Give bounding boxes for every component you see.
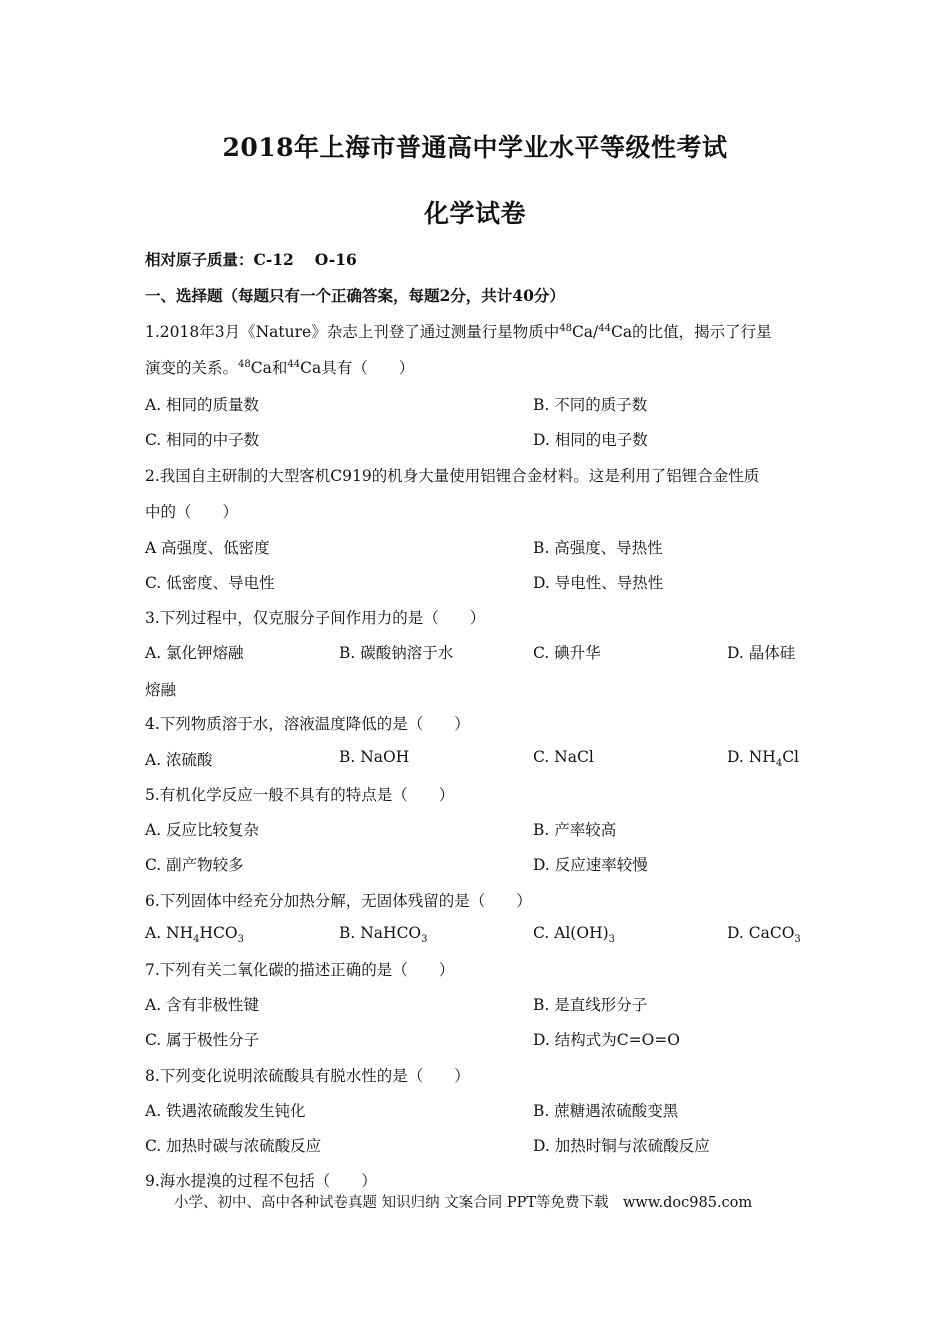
question-1-stem-line2: 演变的关系。$^{48}$Ca和$^{44}$Ca具有（ ） bbox=[145, 358, 415, 377]
question-6-stem: 6.下列固体中经充分加热分解，无固体残留的是（ ） bbox=[145, 892, 532, 910]
q5-option-d: D. 反应速率较慢 bbox=[533, 856, 648, 874]
q1-option-d: D. 相同的电子数 bbox=[533, 431, 648, 449]
section-heading: 一、选择题（每题只有一个正确答案，每题2分，共计40分） bbox=[145, 286, 565, 305]
q1-option-a: A. 相同的质量数 bbox=[145, 396, 260, 414]
question-5-stem: 5.有机化学反应一般不具有的特点是（ ） bbox=[145, 786, 455, 804]
q4-option-d: D. $NH_4Cl$ bbox=[727, 748, 800, 770]
q7-option-c: C. 属于极性分子 bbox=[145, 1031, 260, 1049]
q2-option-a: A 高强度、低密度 bbox=[145, 539, 270, 557]
q4-option-c: C. NaCl bbox=[533, 748, 594, 766]
q7-option-a: A. 含有非极性键 bbox=[145, 996, 260, 1014]
exam-subtitle: 化学试卷 bbox=[423, 199, 526, 228]
q6-option-b: B. NaHCO$_3$ bbox=[339, 924, 428, 946]
q3-option-d-wrap: 熔融 bbox=[145, 681, 177, 699]
question-4-stem: 4.下列物质溶于水，溶液温度降低的是（ ） bbox=[145, 715, 470, 733]
question-8-stem: 8.下列变化说明浓硫酸具有脱水性的是（ ） bbox=[145, 1067, 470, 1085]
q3-option-b: B. 碳酸钠溶于水 bbox=[339, 644, 454, 662]
q5-option-b: B. 产率较高 bbox=[533, 821, 617, 839]
q5-option-c: C. 副产物较多 bbox=[145, 856, 244, 874]
atomic-mass-line: 相对原子质量：C-12 O-16 bbox=[145, 250, 357, 269]
exam-title: 2018年上海市普通高中学业水平等级性考试 bbox=[222, 133, 728, 162]
q6-option-c: C. $Al(OH)_3$ bbox=[533, 924, 616, 946]
q8-option-c: C. 加热时碳与浓硫酸反应 bbox=[145, 1137, 322, 1155]
question-3-stem: 3.下列过程中，仅克服分子间作用力的是（ ） bbox=[145, 609, 486, 627]
q2-option-d: D. 导电性、导热性 bbox=[533, 574, 664, 592]
q2-option-c: C. 低密度、导电性 bbox=[145, 574, 275, 592]
q2-option-b: B. 高强度、导热性 bbox=[533, 539, 663, 557]
q7-option-b: B. 是直线形分子 bbox=[533, 996, 648, 1014]
question-2-stem-line2: 中的（ ） bbox=[145, 503, 239, 521]
q5-option-a: A. 反应比较复杂 bbox=[145, 821, 260, 839]
q8-option-d: D. 加热时铜与浓硫酸反应 bbox=[533, 1137, 710, 1155]
q3-option-c: C. 碘升华 bbox=[533, 644, 601, 662]
q6-option-a: A. $NH_4HCO_3$ bbox=[145, 924, 244, 946]
q3-option-a: A. 氯化钾熔融 bbox=[145, 644, 244, 662]
q8-option-a: A. 铁遇浓硫酸发生钝化 bbox=[145, 1102, 306, 1120]
question-9-stem: 9.海水提溴的过程不包括（ ） bbox=[145, 1172, 377, 1190]
q4-option-a: A. 浓硫酸 bbox=[145, 751, 213, 769]
q1-option-c: C. 相同的中子数 bbox=[145, 431, 260, 449]
page-footer: 小学、初中、高中各种试卷真题 知识归纳 文案合同 PPT等免费下载 www.doc985.com bbox=[174, 1195, 753, 1211]
q1-option-b: B. 不同的质子数 bbox=[533, 396, 648, 414]
question-2-stem: 2.我国自主研制的大型客机C919的机身大量使用铝锂合金材料。这是利用了铝锂合金性质 bbox=[145, 467, 760, 485]
q8-option-b: B. 蔗糖遇浓硫酸变黑 bbox=[533, 1102, 679, 1120]
q7-option-d: D. 结构式为C=O=O bbox=[533, 1031, 680, 1049]
q4-option-b: B. NaOH bbox=[339, 748, 410, 766]
q6-option-d: D. CaCO$_3$ bbox=[727, 924, 801, 946]
question-1-stem: 1.2018年3月《Nature》杂志上刊登了通过测量行星物质中$^{48}$Ca/$^{44}$Ca的比值，揭示了行星 bbox=[145, 322, 772, 341]
q3-option-d: D. 晶体硅 bbox=[727, 644, 796, 662]
question-7-stem: 7.下列有关二氧化碳的描述正确的是（ ） bbox=[145, 961, 455, 979]
